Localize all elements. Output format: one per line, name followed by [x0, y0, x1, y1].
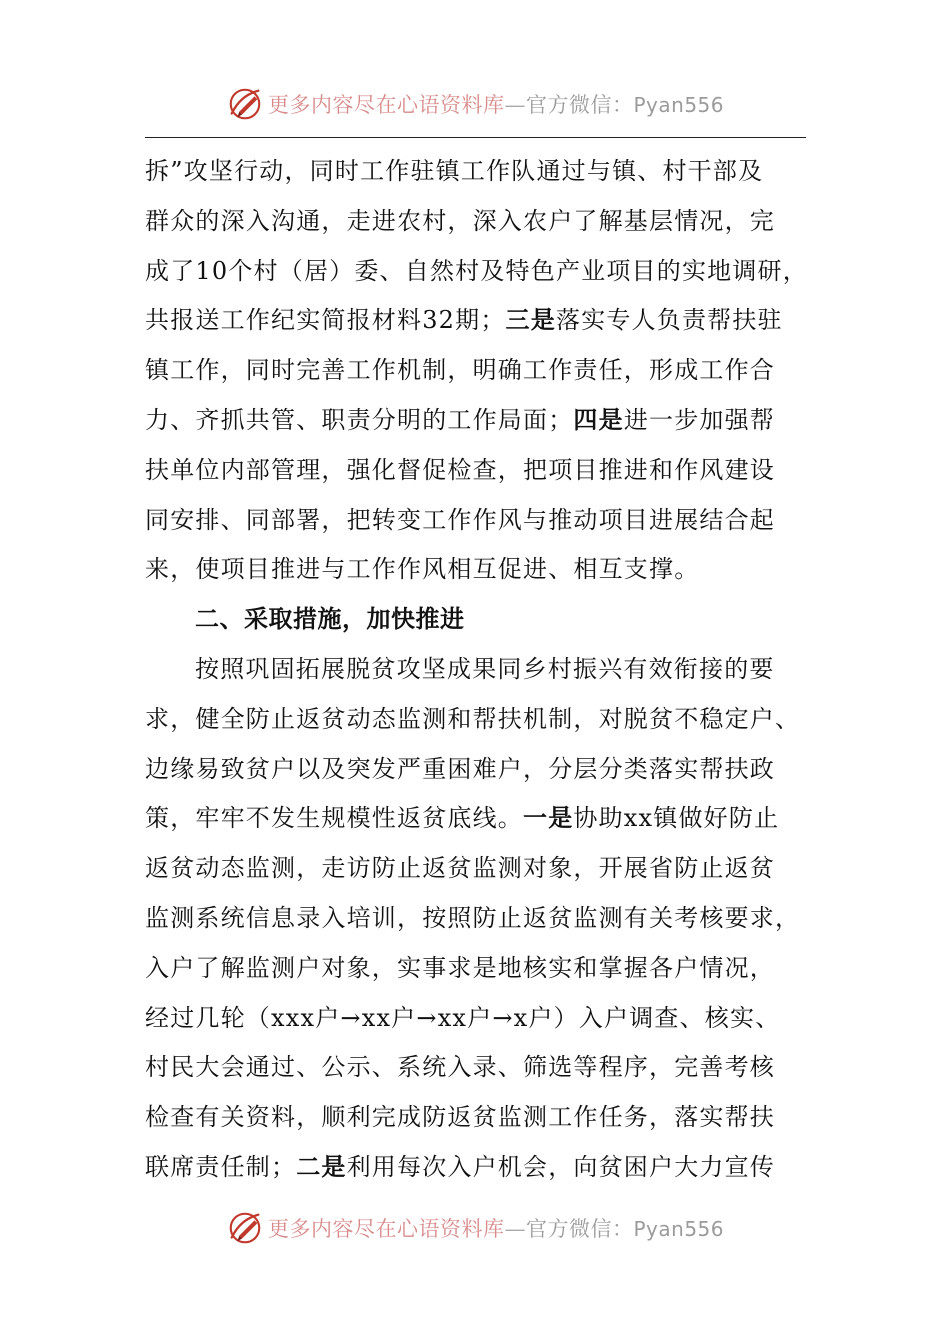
text-line: 入户了解监测户对象，实事求是地核实和掌握各户情况， [145, 953, 775, 982]
banner-label: 官方微信： [525, 93, 634, 117]
text-line [145, 296, 810, 346]
text-line: 返贫动态监测，走访防止返贫监测对象，开展省防止返贫 [145, 854, 775, 883]
pen-logo-icon [226, 1209, 264, 1247]
text-span: 利用每次入户机会，向贫困户大力宣传 [346, 1152, 776, 1181]
text-line: 经过几轮（xxx户→xx户→xx户→x户）入户调查、核实、 [145, 1003, 781, 1032]
bold-marker: 一是 [523, 804, 574, 833]
bold-marker: 四是 [573, 405, 624, 434]
text-line: 边缘易致贫户以及突发严重困难户，分层分类落实帮扶政 [145, 754, 775, 783]
document-body [145, 147, 810, 1193]
text-line [145, 396, 810, 446]
banner-text [268, 89, 724, 119]
text-span: 策，牢牢不发生规模性返贫底线。 [145, 804, 523, 833]
text-line: 按照巩固拓展脱贫攻坚成果同乡村振兴有效衔接的要 [195, 654, 775, 683]
banner-label: 官方微信： [525, 1217, 634, 1241]
text-line [145, 1143, 810, 1193]
banner-wechat-id: Pyan556 [633, 1217, 724, 1241]
banner-text [268, 1213, 724, 1243]
text-span: 进一步加强帮 [623, 405, 776, 434]
banner-main-text: 更多内容尽在心语资料库 [267, 1217, 505, 1241]
text-line: 成了10个村（居）委、自然村及特色产业项目的实地调研， [145, 256, 808, 285]
text-line: 村民大会通过、公示、系统入录、筛选等程序，完善考核 [145, 1053, 775, 1082]
text-line: 扶单位内部管理，强化督促检查，把项目推进和作风建设 [145, 455, 775, 484]
banner-main-text: 更多内容尽在心语资料库 [267, 93, 505, 117]
text-span: 共报送工作纪实简报材料32期； [145, 306, 506, 335]
pen-logo-icon [226, 85, 264, 123]
text-line: 求，健全防止返贫动态监测和帮扶机制，对脱贫不稳定户、 [145, 704, 801, 733]
footer-banner [0, 1206, 950, 1250]
text-line: 拆”攻坚行动，同时工作驻镇工作队通过与镇、村干部及 [145, 157, 764, 185]
text-span: 协助xx镇做好防止 [573, 804, 780, 833]
text-line: 检查有关资料，顺利完成防返贫监测工作任务，落实帮扶 [145, 1103, 775, 1132]
text-line: 监测系统信息录入培训，按照防止返贫监测有关考核要求， [145, 903, 801, 932]
text-line: 同安排、同部署，把转变工作作风与推动项目进展结合起 [145, 505, 775, 534]
text-line [145, 794, 810, 844]
text-line: 镇工作，同时完善工作机制，明确工作责任，形成工作合 [145, 356, 775, 385]
text-span: 联席责任制； [145, 1152, 297, 1181]
header-banner [0, 82, 950, 126]
bold-marker: 二是 [296, 1152, 347, 1181]
text-line: 来，使项目推进与工作作风相互促进、相互支撑。 [145, 555, 700, 584]
header-rule [145, 137, 806, 138]
text-span: 落实专人负责帮扶驻 [555, 306, 783, 335]
text-line: 群众的深入沟通，走进农村，深入农户了解基层情况，完 [145, 206, 775, 235]
bold-marker: 三是 [505, 306, 556, 335]
text-span: 力、齐抓共管、职责分明的工作局面； [145, 405, 574, 434]
banner-separator: — [504, 1217, 526, 1241]
banner-separator: — [504, 93, 526, 117]
banner-wechat-id: Pyan556 [633, 93, 724, 117]
section-heading: 二、采取措施，加快推进 [195, 605, 465, 634]
